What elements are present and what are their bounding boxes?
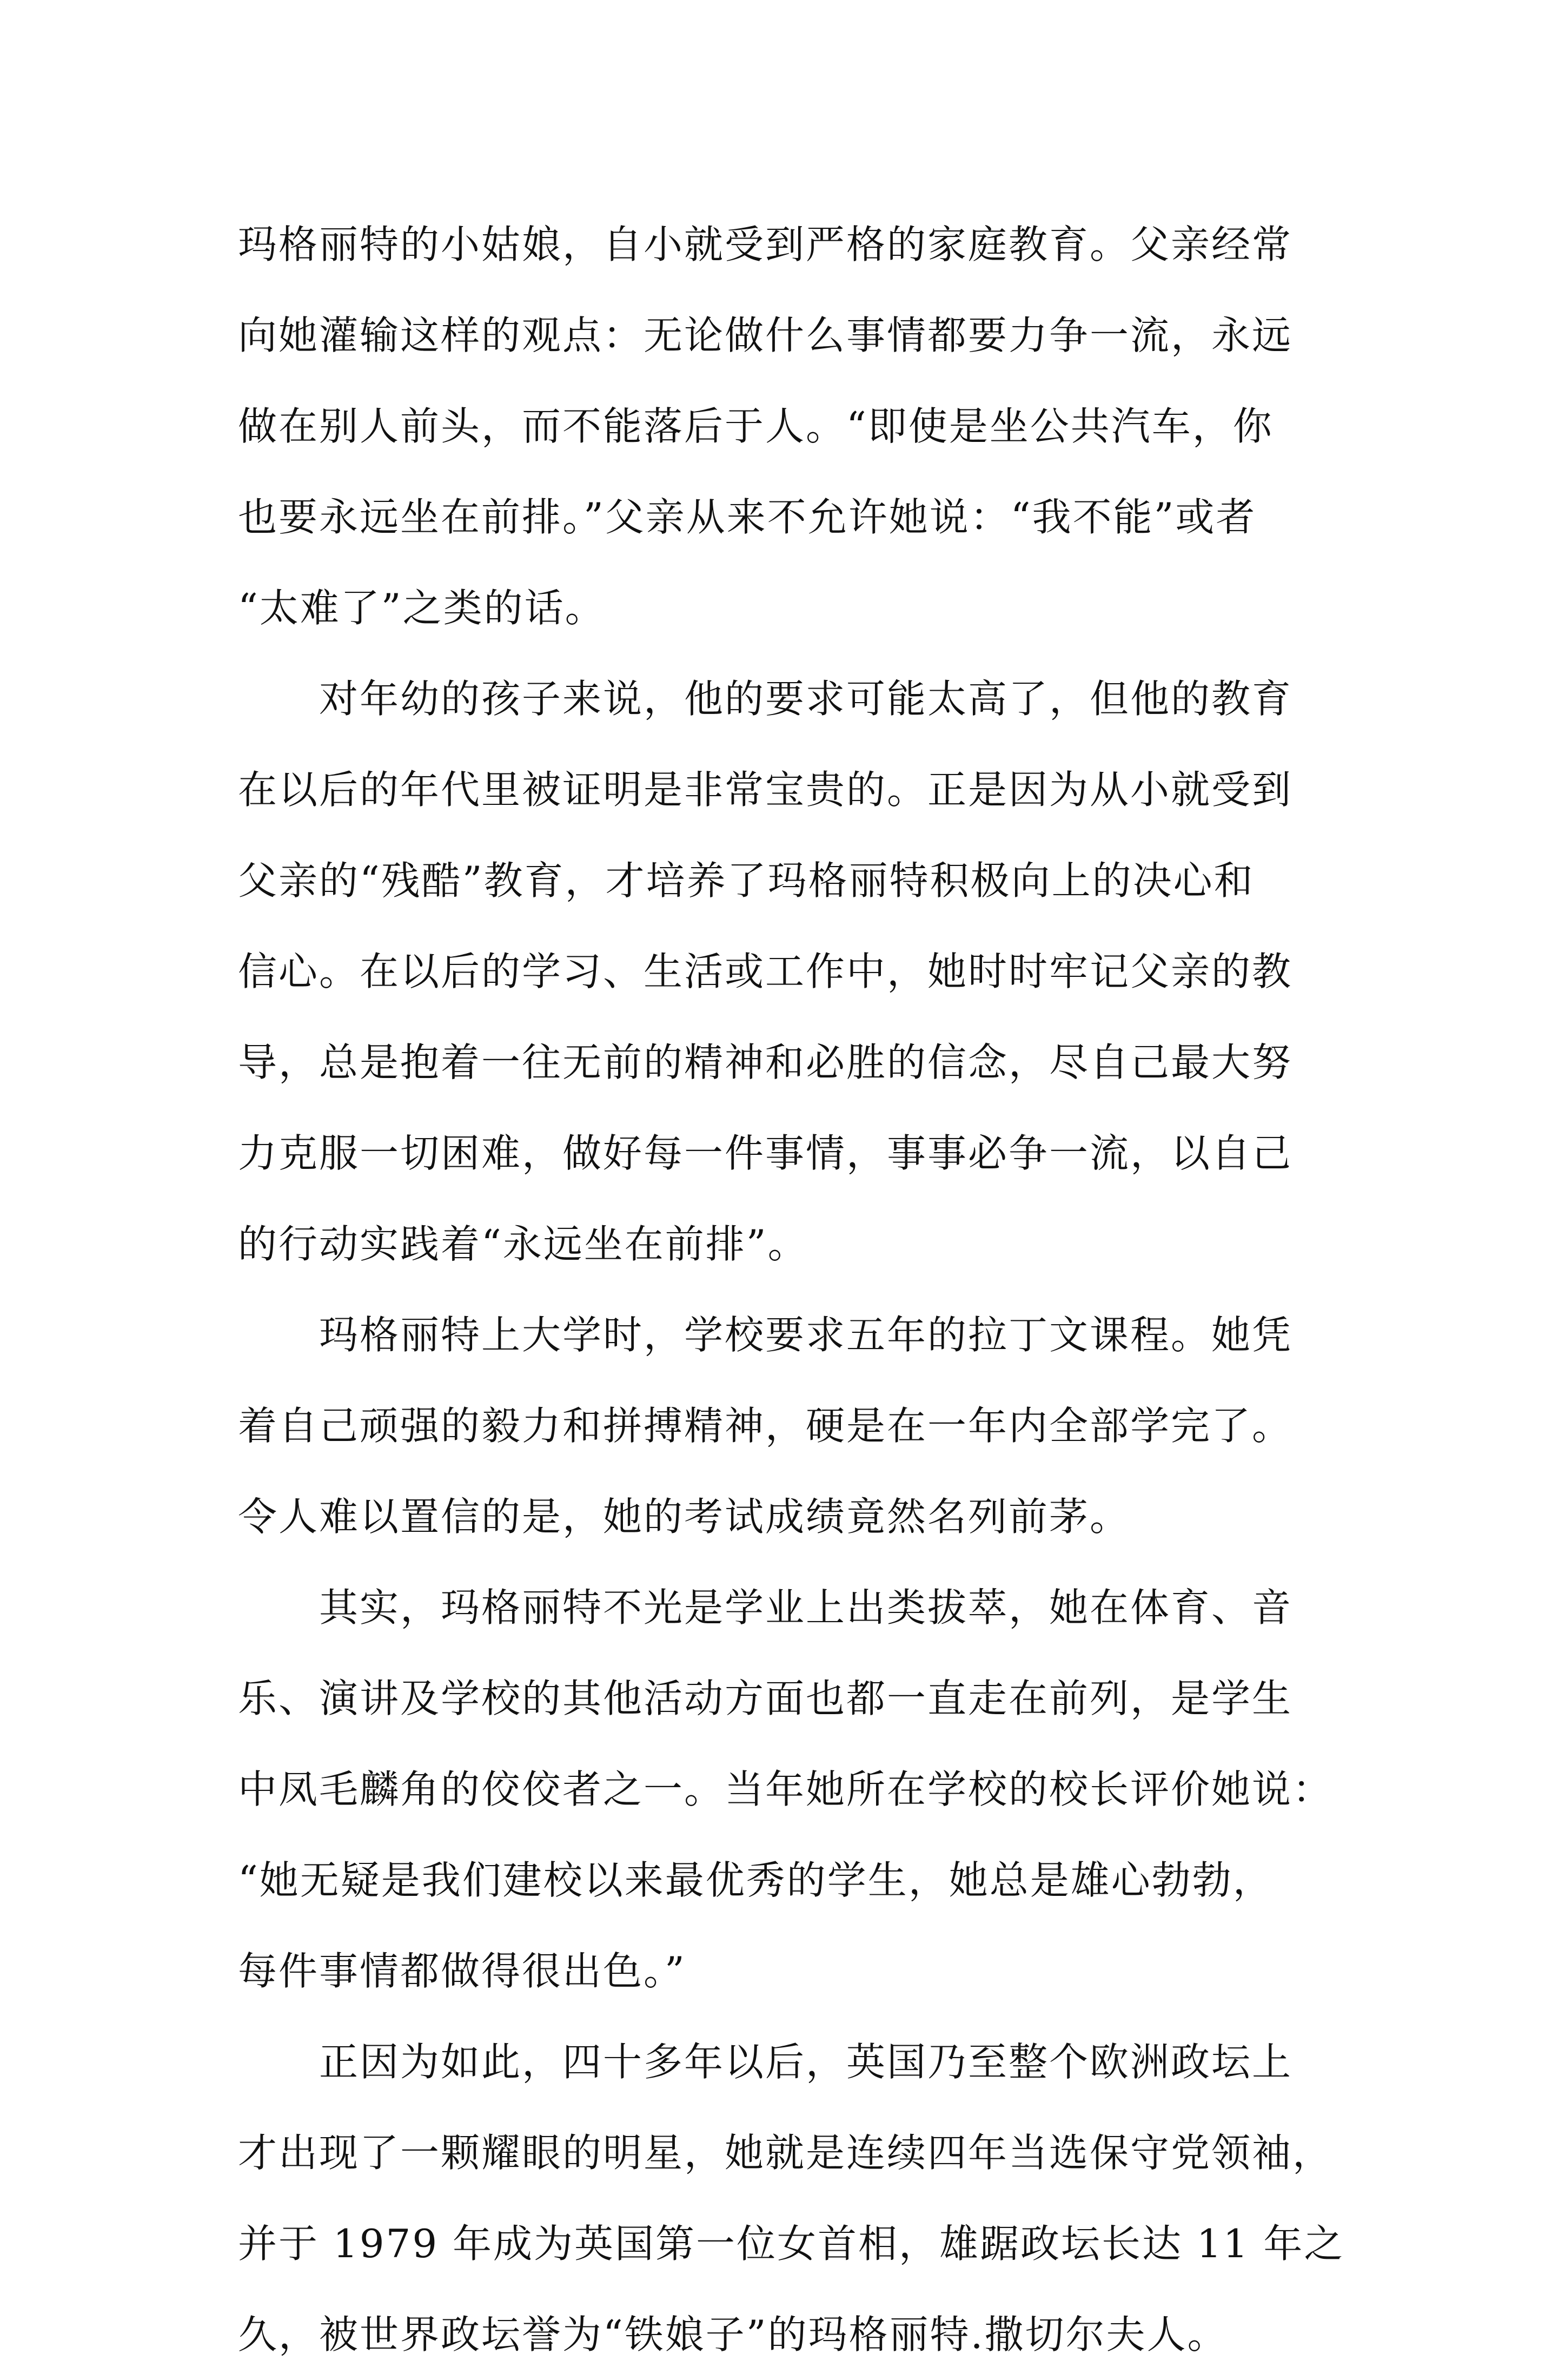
text-line: 在以后的年代里被证明是非常宝贵的。正是因为从小就受到 — [238, 767, 1293, 812]
text-line: 令人难以置信的是，她的考试成绩竟然名列前茅。 — [238, 1494, 1131, 1539]
document-body — [238, 199, 1345, 2380]
text-line: 向她灌输这样的观点：无论做什么事情都要力争一流，永远 — [238, 313, 1293, 358]
text-line: 信心。在以后的学习、生活或工作中，她时时牢记父亲的教 — [238, 949, 1293, 994]
text-line: 父亲的“残酷”教育，才培养了玛格丽特积极向上的决心和 — [238, 858, 1255, 903]
text-line: 才出现了一颗耀眼的明星，她就是连续四年当选保守党领袖， — [238, 2130, 1334, 2176]
text-line: 也要永远坐在前排。”父亲从来不允许她说：“我不能”或者 — [238, 494, 1257, 540]
text-line: 力克服一切困难，做好每一件事情，事事必争一流，以自己 — [238, 1130, 1293, 1176]
text-line: 每件事情都做得很出色。” — [238, 1948, 686, 1994]
text-line: 着自己顽强的毅力和拼搏精神，硬是在一年内全部学完了。 — [238, 1403, 1293, 1449]
text-line: 玛格丽特的小姑娘，自小就受到严格的家庭教育。父亲经常 — [238, 222, 1293, 267]
paragraph-first-line: 对年幼的孩子来说，他的要求可能太高了，但他的教育 — [319, 676, 1293, 722]
text-line: 并于 1979 年成为英国第一位女首相，雄踞政坛长达 11 年之 — [238, 2221, 1345, 2266]
text-line: 中凤毛麟角的佼佼者之一。当年她所在学校的校长评价她说： — [238, 1767, 1334, 1812]
text-line: 做在别人前头，而不能落后于人。“即使是坐公共汽车，你 — [238, 404, 1274, 449]
text-line: 的行动实践着“永远坐在前排”。 — [238, 1221, 808, 1267]
paragraph-first-line: 其实，玛格丽特不光是学业上出类拔萃，她在体育、音 — [319, 1585, 1293, 1630]
text-line: “太难了”之类的话。 — [238, 585, 606, 631]
text-line: 乐、演讲及学校的其他活动方面也都一直走在前列，是学生 — [238, 1676, 1293, 1721]
text-line: 久，被世界政坛誉为“铁娘子”的玛格丽特.撒切尔夫人。 — [238, 2312, 1228, 2357]
text-line: 导，总是抱着一往无前的精神和必胜的信念，尽自己最大努 — [238, 1040, 1293, 1085]
paragraph-first-line: 玛格丽特上大学时，学校要求五年的拉丁文课程。她凭 — [319, 1312, 1293, 1358]
text-line: “她无疑是我们建校以来最优秀的学生，她总是雄心勃勃， — [238, 1857, 1274, 1903]
paragraph-first-line: 正因为如此，四十多年以后，英国乃至整个欧洲政坛上 — [319, 2039, 1293, 2085]
